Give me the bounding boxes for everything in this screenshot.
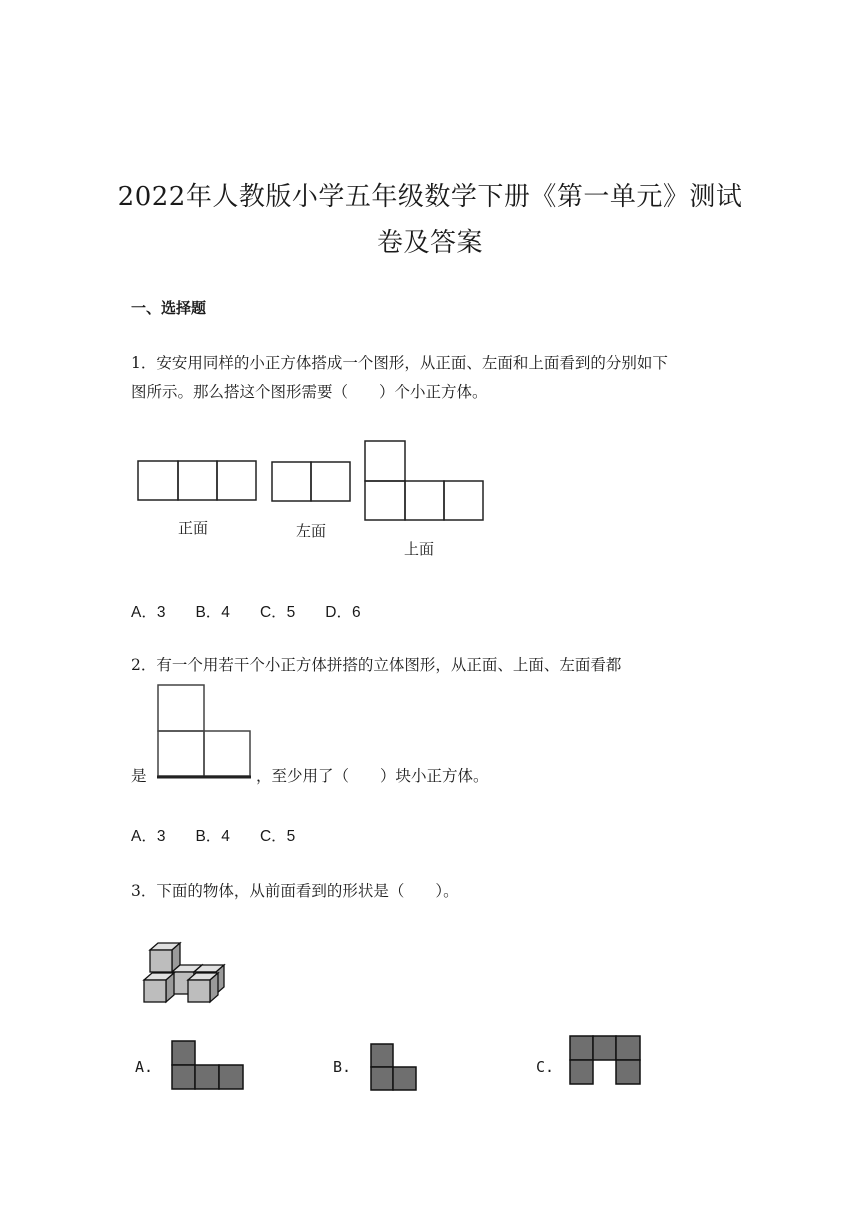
q3-option-c-label[interactable]: C. bbox=[536, 1058, 555, 1076]
q2-suffix: ，至少用了（ ）块小正方体。 bbox=[256, 767, 489, 785]
q2-option-c[interactable]: C．5 bbox=[259, 828, 296, 845]
q1-option-d[interactable]: D．6 bbox=[325, 604, 361, 621]
q1-option-c[interactable]: C．5 bbox=[259, 604, 296, 621]
q1-front-view bbox=[137, 460, 259, 502]
q1-caption-top: 上面 bbox=[404, 540, 435, 558]
q2-prefix: 是 bbox=[131, 767, 147, 785]
q3-option-a-figure[interactable] bbox=[171, 1040, 245, 1090]
q3-option-c-figure[interactable] bbox=[569, 1035, 642, 1085]
q2-text-line1: 2．有一个用若干个小正方体拼搭的立体图形，从正面、上面、左面看都 bbox=[131, 656, 622, 674]
q1-text bbox=[131, 349, 741, 407]
q1-caption-front: 正面 bbox=[178, 519, 209, 537]
q3-option-b-figure[interactable] bbox=[370, 1043, 418, 1091]
q1-left-view bbox=[271, 461, 353, 502]
q3-cube-object bbox=[142, 940, 232, 1010]
q1-text-line1: 1．安安用同样的小正方体搭成一个图形，从正面、左面和上面看到的分别如下 bbox=[131, 354, 668, 372]
section-heading: 一、选择题 bbox=[131, 299, 207, 317]
doc-title-line2: 卷及答案 bbox=[376, 228, 483, 258]
q3-option-a-label[interactable]: A. bbox=[135, 1058, 154, 1076]
q1-caption-left: 左面 bbox=[296, 522, 327, 540]
q2-view-figure bbox=[157, 684, 252, 780]
q1-text-line2: 图所示。那么搭这个图形需要（ ）个小正方体。 bbox=[131, 383, 488, 401]
q1-top-view bbox=[364, 440, 486, 522]
q1-options bbox=[131, 600, 391, 622]
q2-option-a[interactable]: A．3 bbox=[131, 828, 166, 845]
q2-options bbox=[131, 824, 325, 846]
q1-option-b[interactable]: B．4 bbox=[195, 604, 230, 621]
q1-option-a[interactable]: A．3 bbox=[131, 604, 166, 621]
doc-title-line1: 2022年人教版小学五年级数学下册《第一单元》测试 bbox=[117, 182, 743, 212]
q3-option-b-label[interactable]: B. bbox=[333, 1058, 352, 1076]
q3-text: 3．下面的物体，从前面看到的形状是（ ）。 bbox=[131, 882, 459, 900]
q2-option-b[interactable]: B．4 bbox=[195, 828, 230, 845]
